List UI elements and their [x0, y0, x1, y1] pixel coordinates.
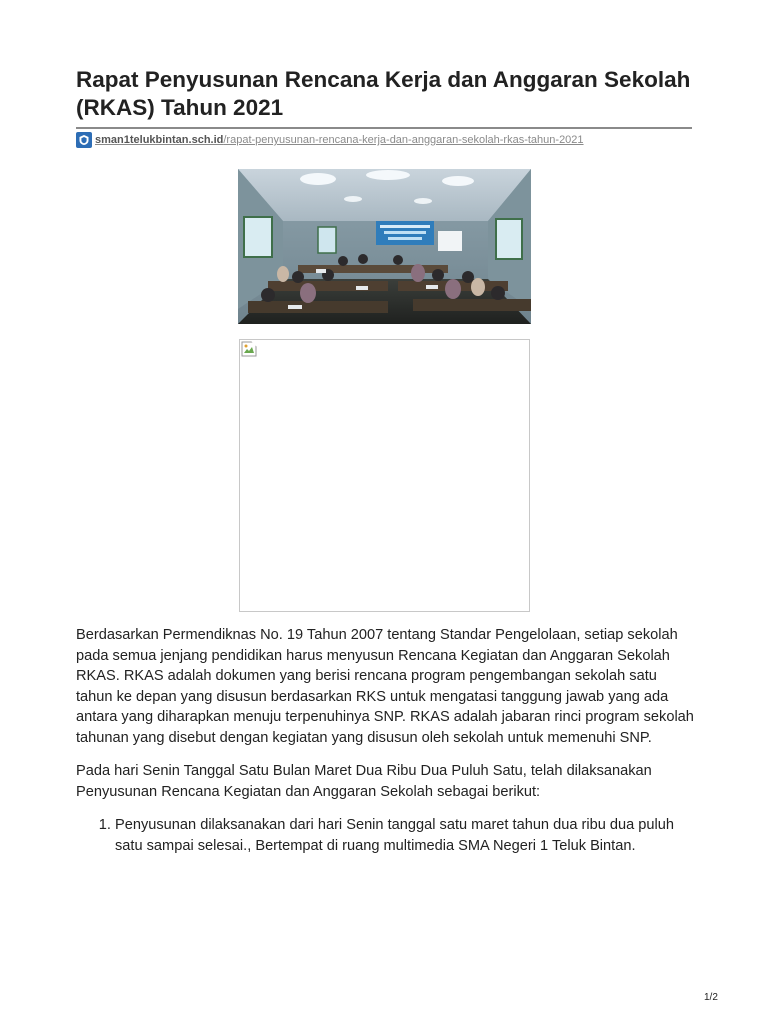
article-body: [76, 625, 696, 856]
article-title: Rapat Penyusunan Rencana Kerja dan Anggaran Sekolah (RKAS) Tahun 2021: [76, 67, 691, 120]
source-url-link[interactable]: [95, 134, 584, 146]
event-list: [76, 815, 696, 856]
site-logo-icon: [76, 132, 92, 148]
source-link-row: [76, 131, 584, 149]
source-domain: sman1telukbintan.sch.id: [95, 134, 224, 146]
meeting-photo: [238, 169, 531, 324]
list-item: 1. Penyusunan dilaksanakan dari hari Senin tanggal satu maret tahun dua ribu dua puluh satu sampai selesai., Bertempat di ruang multimedia SMA Negeri 1 Teluk Bintan.: [115, 815, 696, 856]
paragraph-intro: Berdasarkan Permendiknas No. 19 Tahun 2007 tentang Standar Pengelolaan, setiap sekolah pada semua jenjang pendidikan harus menyusun Rencana Kegiatan dan Anggaran Sekolah RKAS. RKAS adalah dokumen yang berisi rencana program pengembangan sekolah satu tahun ke depan yang disusun berdasarkan RKS untuk mengatasi tanggung jawab yang ada antara yang diharapkan menuju terpenuhinya SNP. RKAS adalah jabaran rinci program sekolah tahunan yang disebut dengan kegiatan yang disusun oleh sekolah untuk memenuhi SNP.: [76, 627, 694, 746]
broken-image-placeholder: [239, 339, 530, 612]
broken-image-icon: [241, 341, 259, 364]
page-number: 1/2: [704, 992, 718, 1003]
paragraph-event: Pada hari Senin Tanggal Satu Bulan Maret Dua Ribu Dua Puluh Satu, telah dilaksanakan Penyusunan Rencana Kegiatan dan Anggaran Sekolah sebagai berikut:: [76, 763, 652, 800]
source-path: /rapat-penyusunan-rencana-kerja-dan-anggaran-sekolah-rkas-tahun-2021: [223, 134, 584, 146]
title-divider: [76, 127, 692, 129]
